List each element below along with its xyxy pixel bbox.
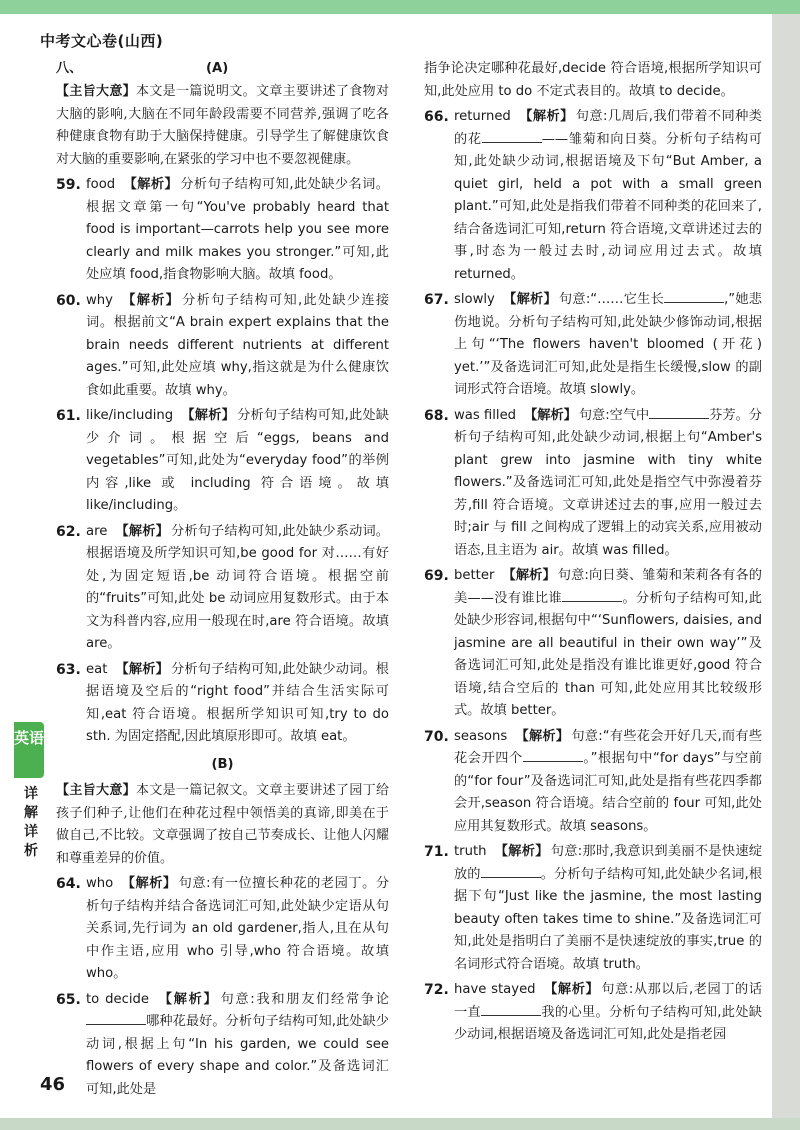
summary-label: 【主旨大意】 — [56, 783, 136, 798]
analysis-text: ——雏菊和向日葵。分析句子结构可知,此处缺少动词,根据语境及下句“But Amber, a quiet girl, held a pot with a small green plant.”可知,此处是指我们带着不同种类的花回来了,结合备选词汇可知,return 符合语境,文章讲述过去的事,时态为一般过去时,动词应用过去式。故填 returned。 — [454, 131, 762, 282]
answer-number: 65. — [56, 991, 81, 1008]
analysis-text: 分析句子结构可知,此处缺少介词。根据空后“eggs, beans and vegetables”可知,此处为“everyday food”的举例内容,like 或 including 符合语境。故填 like/including。 — [86, 408, 389, 513]
right-column — [424, 58, 762, 1047]
top-border — [0, 0, 800, 14]
side-label: 详解详析 — [24, 786, 38, 859]
answer-word: like/including — [86, 408, 174, 423]
answer-word: why — [86, 292, 113, 308]
answer-blank — [649, 406, 709, 419]
answer-word: better — [454, 568, 495, 583]
answer-62 — [56, 521, 389, 656]
right-page-edge — [772, 14, 800, 1130]
subject-tab: 英语 — [14, 722, 44, 778]
analysis-tag: 【解析】 — [115, 661, 169, 677]
analysis-text: 分析句子结构可知,此处缺少名词。根据文章第一句“You've probably heard that food is important—carrots help you see more clearly and milk makes you stronger.”可知,此处应填 food,指食物影响大脑。故填 food。 — [86, 177, 389, 282]
analysis-text: 句意:几周后,我们带着不同种类的花 — [454, 109, 762, 147]
analysis-text: 分析句子结构可知,此处缺少系动词。根据语境及所学知识可知,be good for 对……有好处,为固定短语,be 动词符合语境。根据空前的“fruits”可知,此处 be 动词应用复数形式。由于本文为科普内容,应用一般现在时,are 符合语境。故填 are。 — [86, 523, 389, 651]
analysis-tag: 【解析】 — [115, 523, 169, 539]
answer-59 — [56, 174, 389, 287]
page-number: 46 — [40, 1074, 66, 1095]
answer-word: who — [86, 876, 114, 891]
analysis-text: 句意:向日葵、雏菊和茉莉各有各的美——没有谁比谁 — [454, 568, 762, 606]
section-number: 八、 — [56, 61, 83, 76]
analysis-tag: 【解析】 — [543, 982, 600, 997]
answer-66 — [424, 106, 762, 286]
answer-number: 69. — [424, 568, 449, 584]
answer-number: 63. — [56, 661, 81, 678]
analysis-tag: 【解析】 — [518, 109, 574, 124]
analysis-tag: 【解析】 — [494, 844, 549, 859]
answer-blank — [481, 1003, 541, 1016]
analysis-text: 句意:“有些花会开好几天,而有些花会开四个 — [454, 728, 763, 766]
answer-word: are — [86, 523, 108, 539]
answer-word: have stayed — [454, 982, 536, 997]
summary-text: 本文是一篇说明文。文章主要讲述了食物对大脑的影响,大脑在不同年龄段需要不同营养,强调了吃各种健康食物有助于大脑保持健康。引导学生了解健康饮食对大脑的重要影响,在紧张的学习中也不要忽视健康。 — [56, 84, 389, 167]
answer-60 — [56, 290, 389, 403]
answer-65-continued: 指争论决定哪种花最好,decide 符合语境,根据所学知识可知,此处应用 to do 不定式表目的。故填 to decide。 — [424, 61, 762, 99]
answer-number: 67. — [424, 292, 449, 308]
answer-69 — [424, 565, 762, 723]
answer-word: food — [86, 177, 116, 192]
answer-number: 59. — [56, 177, 81, 193]
answer-64 — [56, 873, 389, 986]
answer-68 — [424, 405, 762, 563]
answer-63 — [56, 659, 389, 749]
analysis-text: ,”她悲伤地说。分析句子结构可知,此处缺少修饰动词,根据上句“‘The flowers haven't bloomed (开花) yet.’”及备选词汇可知,此处是指生长缓慢,slow 的副词形式符合语境。故填 slowly。 — [454, 292, 762, 397]
answer-blank — [482, 130, 542, 143]
answer-67 — [424, 289, 762, 402]
answer-blank — [86, 1012, 146, 1025]
answer-number: 68. — [424, 407, 449, 424]
answer-blank — [562, 589, 622, 602]
answer-number: 70. — [424, 728, 449, 745]
analysis-text: 分析句子结构可知,此处缺少动词。根据语境及空后的“right food”并结合生活实际可知,eat 符合语境。根据所学知识可知,try to do sth. 为固定搭配,因此填原形即可。故填 eat。 — [86, 661, 389, 744]
answer-word: seasons — [454, 728, 508, 744]
answer-blank — [481, 865, 541, 878]
analysis-text: 哪种花最好。分析句子结构可知,此处缺少动词,根据上句“In his garden, we could see flowers of every shape and color.”及备选词汇可知,此处是 — [86, 1014, 389, 1097]
left-column — [56, 58, 389, 1101]
analysis-text: 句意:那时,我意识到美丽不是快速绽放的 — [454, 844, 763, 882]
analysis-text: 句意:“……它生长 — [558, 292, 665, 307]
analysis-text: 。分析句子结构可知,此处缺少名词,根据下句“Just like the jasmine, the most lasting beauty often takes time to shine.”及备选词汇可知,此处是指明白了美丽不是快速绽放的事实,true 的名词形式符合语境。故填 truth。 — [454, 866, 763, 972]
answer-number: 60. — [56, 292, 81, 309]
answer-number: 64. — [56, 876, 81, 892]
answer-word: truth — [454, 844, 487, 859]
bottom-page-edge — [0, 1118, 800, 1130]
analysis-text: 句意:有一位擅长种花的老园丁。分析句子结构并结合备选词汇可知,此处缺少定语从句关系词,先行词为 an old gardener,指人,且在从句中作主语,应用 who 引导,who 符合语境。故填 who。 — [86, 876, 390, 981]
analysis-text: 芬芳。分析句子结构可知,此处缺少动词,根据上句“Amber's plant grew into jasmine with tiny white flowers.”及备选词汇可知,此处是指空气中弥漫着芬芳,fill 符合语境。文章讲述过去的事,应用一般过去时;air 与 fill 之间构成了逻辑上的动宾关系,应用被动语态,且主语为 air。故填 was filled。 — [454, 407, 762, 558]
book-title: 中考文心卷(山西) — [40, 32, 164, 50]
answer-number: 61. — [56, 408, 81, 424]
summary-text: 本文是一篇记叙文。文章主要讲述了园丁给孩子们种子,让他们在种花过程中领悟美的真谛,即美在于做自己,不比较。文章强调了按自己节奏成长、让他人闪耀和尊重差异的价值。 — [56, 783, 389, 866]
answer-blank — [523, 749, 583, 762]
answer-number: 62. — [56, 523, 81, 540]
answer-70 — [424, 726, 762, 839]
analysis-text: 句意:从那以后,老园丁的话一直 — [454, 982, 763, 1020]
answer-number: 72. — [424, 982, 449, 998]
answer-61 — [56, 405, 389, 518]
answer-word: returned — [454, 109, 511, 124]
analysis-text: 我的心里。分析句子结构可知,此处缺少动词,根据语境及备选词汇可知,此处是指老园 — [454, 1004, 762, 1042]
answer-number: 71. — [424, 844, 449, 860]
analysis-text: 。分析句子结构可知,此处缺少形容词,根据句中“‘Sunflowers, daisies, and jasmine are all beautiful in their own way’”及备选词汇可知,此处是指没有谁比谁更好,good 符合语境,结合空后的 than 可知,此处应用其比较级形式。故填 better。 — [454, 590, 762, 718]
analysis-tag: 【解析】 — [157, 991, 219, 1007]
analysis-tag: 【解析】 — [502, 568, 556, 583]
analysis-tag: 【解析】 — [120, 292, 181, 308]
answer-number: 66. — [424, 109, 449, 125]
analysis-tag: 【解析】 — [121, 876, 177, 891]
summary-label: 【主旨大意】 — [56, 84, 136, 99]
analysis-text: 句意:空气中 — [578, 407, 650, 423]
answer-word: slowly — [454, 292, 495, 307]
analysis-text: 句意:我和朋友们经常争论 — [220, 991, 389, 1007]
answer-65 — [56, 989, 389, 1102]
answer-word: to decide — [86, 991, 150, 1007]
analysis-tag: 【解析】 — [123, 177, 179, 192]
answer-blank — [664, 290, 724, 303]
section-a-heading — [56, 58, 389, 80]
section-b-summary — [56, 780, 389, 870]
section-a-summary — [56, 81, 389, 171]
analysis-tag: 【解析】 — [524, 407, 577, 423]
analysis-text: 分析句子结构可知,此处缺少连接词。根据前文“A brain expert explains that the brain needs different nutrients at different ages.”可知,此处应填 why,指这就是为什么健康饮食如此重要。故填 why。 — [86, 292, 390, 398]
analysis-tag: 【解析】 — [502, 292, 557, 307]
analysis-tag: 【解析】 — [515, 728, 570, 744]
answer-word: was filled — [454, 407, 517, 423]
analysis-tag: 【解析】 — [181, 408, 236, 423]
answer-word: eat — [86, 661, 108, 677]
analysis-text: 。”根据句中“for days”与空前的“for four”及备选词汇可知,此处是指有些花四季都会开,season 符合语境。结合空前的 four 可知,此处应用其复数形式。故填 seasons。 — [454, 751, 763, 834]
answer-71 — [424, 841, 762, 976]
section-b-heading: (B) — [211, 756, 234, 772]
answer-72 — [424, 979, 762, 1047]
section-letter: (A) — [206, 61, 229, 76]
